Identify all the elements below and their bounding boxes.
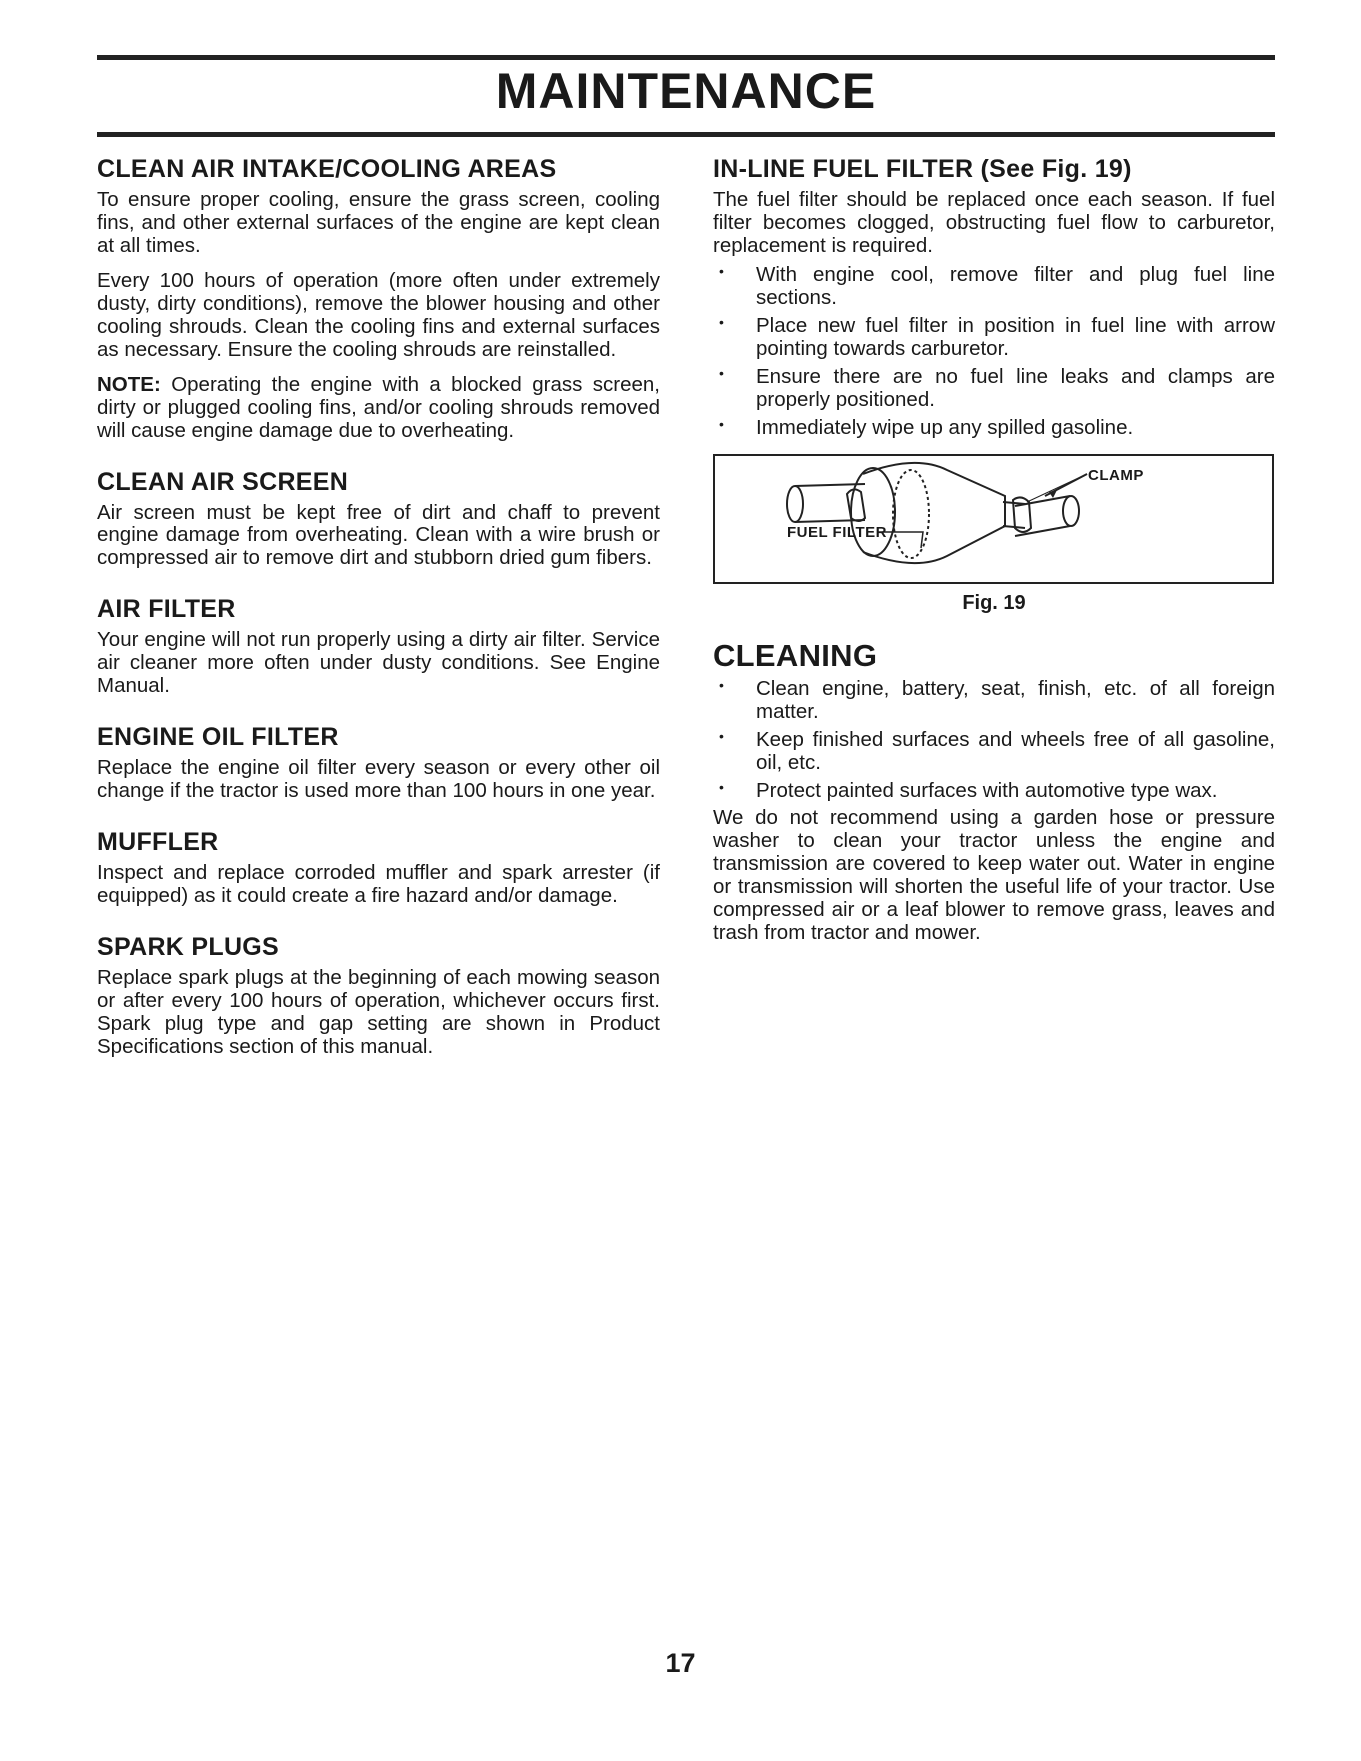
section-heading: ENGINE OIL FILTER — [97, 723, 339, 752]
section-heading: IN-LINE FUEL FILTER (See Fig. 19) — [713, 155, 1132, 183]
section-engine-oil-filter — [97, 722, 660, 803]
figure-caption: Fig. 19 — [962, 591, 1026, 614]
paragraph: Every 100 hours of operation (more often under extremely dusty, dirty conditions), remove the blower housing and other cooling shrouds. Clean the cooling fins and external surfaces as necessary. Ensure the cooling shrouds are reinstalled. — [97, 268, 660, 361]
section-heading: SPARK PLUGS — [97, 933, 280, 962]
clamp-label: CLAMP — [1088, 466, 1144, 484]
paragraph: Replace spark plugs at the beginning of each mowing season or after every 100 hours of operation, whichever occurs first. Spark plug type and gap setting are shown in Product Specifications section of this manual. — [97, 966, 660, 1058]
paragraph: Your engine will not run properly using a dirty air filter. Service air cleaner more often under dusty conditions. See Engine Manual. — [97, 628, 660, 698]
paragraph: Inspect and replace corroded muffler and spark arrester (if equipped) as it could create a fire hazard and/or damage. — [97, 861, 660, 908]
paragraph: To ensure proper cooling, ensure the grass screen, cooling fins, and other external surfaces of the engine are kept clean at all times. — [97, 188, 660, 257]
bullet-list — [713, 678, 1275, 803]
section-air-filter — [97, 594, 660, 698]
list-item: • Keep finished surfaces and wheels free of all gasoline, oil, etc. — [713, 729, 1275, 775]
list-item: • With engine cool, remove filter and plug fuel line sections. — [713, 264, 1275, 310]
list-item: • Immediately wipe up any spilled gasoline. — [713, 417, 1275, 440]
section-spark-plugs — [97, 932, 660, 1059]
list-item: • Clean engine, battery, seat, finish, etc. of all foreign matter. — [713, 678, 1275, 724]
paragraph: We do not recommend using a garden hose or pressure washer to clean your tractor unless the engine and transmission are covered to keep water out. Water in engine or transmission will shorten the useful life of your tractor. Use compressed air or a leaf blower to remove grass, leaves and trash from tractor and mower. — [713, 806, 1275, 945]
section-heading: AIR FILTER — [97, 595, 236, 624]
page-title: MAINTENANCE — [495, 63, 877, 119]
section-fuel-filter — [713, 154, 1275, 440]
fuel-filter-figure — [713, 454, 1274, 584]
note-label: NOTE: — [97, 372, 161, 396]
list-item: • Ensure there are no fuel line leaks and clamps are properly positioned. — [713, 366, 1275, 412]
section-muffler — [97, 827, 660, 908]
list-item: • Protect painted surfaces with automotive type wax. — [713, 780, 1275, 803]
fuel-filter-illustration — [715, 456, 1272, 582]
list-item: • Place new fuel filter in position in fuel line with arrow pointing towards carburetor. — [713, 315, 1275, 361]
paragraph: Replace the engine oil filter every season or every other oil change if the tractor is used more than 100 hours in one year. — [97, 756, 660, 803]
section-clean-air-intake — [97, 154, 660, 443]
paragraph: The fuel filter should be replaced once each season. If fuel filter becomes clogged, obstructing fuel flow to carburetor, replacement is required. — [713, 188, 1275, 257]
page-number: 17 — [665, 1648, 696, 1678]
note-paragraph — [97, 374, 660, 443]
section-heading: CLEAN AIR SCREEN — [97, 467, 349, 496]
section-heading: CLEANING — [713, 637, 878, 673]
bullet-list — [713, 264, 1275, 440]
right-column — [713, 154, 1275, 957]
section-cleaning — [713, 637, 1275, 946]
header-bottom-rule — [97, 132, 1275, 137]
section-heading: CLEAN AIR INTAKE/COOLING AREAS — [97, 155, 557, 183]
section-clean-air-screen — [97, 467, 660, 571]
header-top-rule — [97, 55, 1275, 60]
fuel-filter-label: FUEL FILTER — [787, 523, 887, 541]
paragraph: Air screen must be kept free of dirt and chaff to prevent engine damage from overheating. Clean with a wire brush or compressed air to remove dirt and stubborn dried gum fibers. — [97, 500, 660, 570]
left-column — [97, 154, 660, 1083]
note-text: Operating the engine with a blocked grass screen, dirty or plugged cooling fins, and/or cooling shrouds removed will cause engine damage due to overheating. — [97, 372, 661, 442]
section-heading: MUFFLER — [97, 828, 219, 857]
